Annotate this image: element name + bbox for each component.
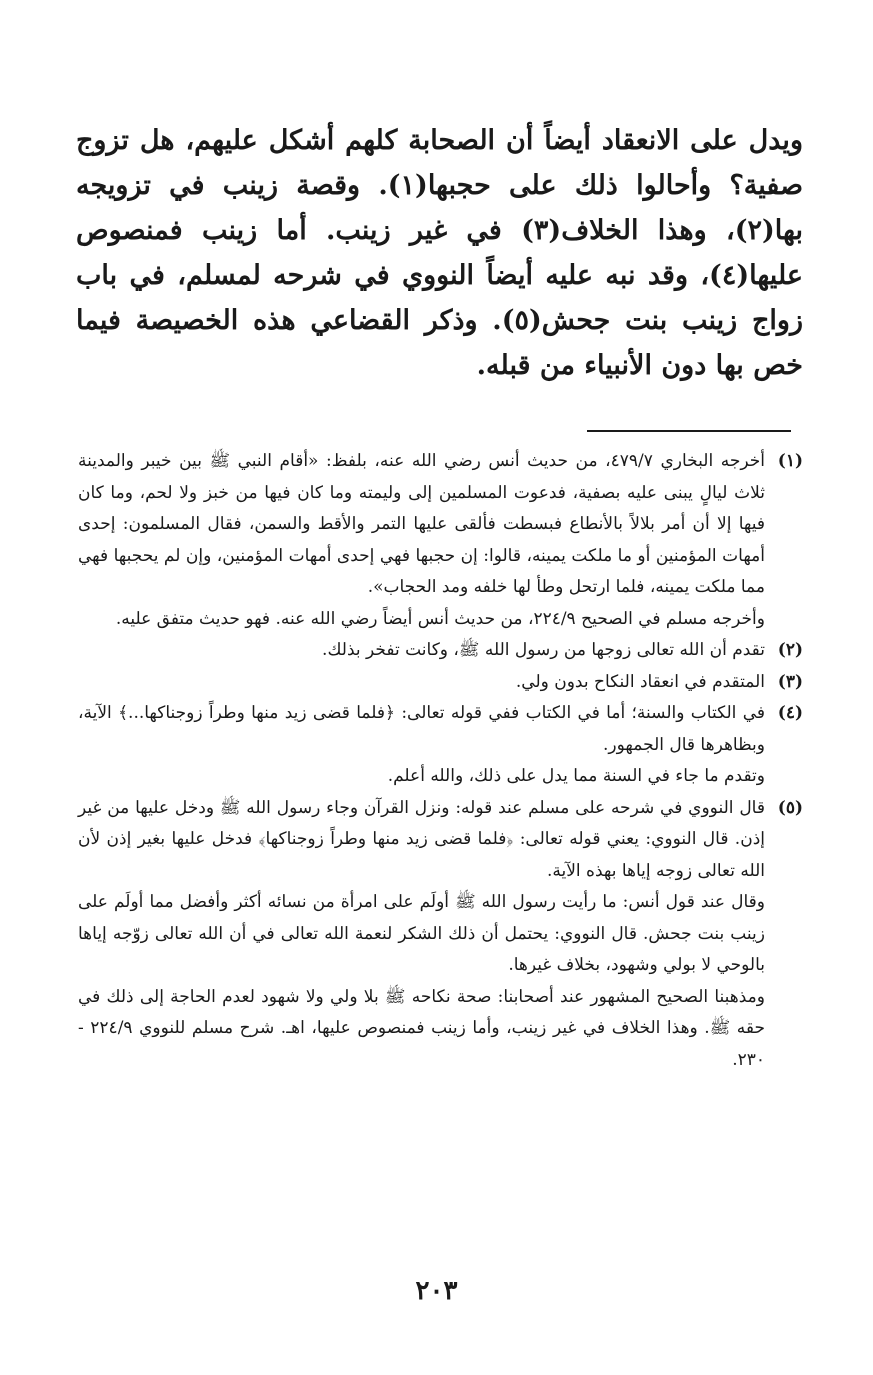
footnote-5 (78, 793, 803, 1077)
footnote-text: وتقدم ما جاء في السنة مما يدل على ذلك، والله أعلم. (387, 766, 765, 786)
footnote-4 (78, 698, 803, 793)
footnote-number: (٢) (777, 640, 803, 660)
page-number: ٢٠٣ (415, 1276, 458, 1306)
footnote-1 (78, 446, 803, 635)
footnote-text: أخرجه البخاري ٤٧٩/٧، من حديث أنس رضي الله عنه، بلفظ: «أقام النبي ﷺ بين خيبر والمدينة ثلاث ليالٍ يبنى عليه بصفية، فدعوت المسلمين إلى وليمته وما كان فيها من خبز ولا لحم، وما كان فيها إلا أن أمر بلالاً بالأنطاع فبسطت فألقى عليها التمر والأقط والسمن، فقال المسلمون: إحدى أمهات المؤمنين أو ما ملكت يمينه، قالوا: إن حجبها فهي إحدى أمهات المؤمنين، وإن لم يحجبها فهي مما ملكت يمينه، فلما ارتحل وطأ لها خلفه ومد الحجاب». (78, 451, 765, 597)
footnote-2 (78, 635, 803, 667)
footnote-text: وقال عند قول أنس: ما رأيت رسول الله ﷺ أولَم على امرأة من نسائه أكثر وأفضل مما أولَم على زينب بنت جحش. قال النووي: يحتمل أن ذلك الشكر لنعمة الله تعالى في أن الله تعالى زوّجه إياها بالوحي لا بولي وشهود، بخلاف غيرها. (78, 892, 765, 975)
footnote-3 (78, 667, 803, 699)
footnote-separator (587, 430, 791, 432)
footnote-text: تقدم أن الله تعالى زوجها من رسول الله ﷺ، وكانت تفخر بذلك. (322, 640, 765, 660)
footnote-text: المتقدم في انعقاد النكاح بدون ولي. (515, 671, 765, 692)
footnote-number: (١) (777, 451, 803, 471)
footnote-text: ومذهبنا الصحيح المشهور عند أصحابنا: صحة نكاحه ﷺ بلا ولي ولا شهود لعدم الحاجة إلى ذلك في حقه ﷺ. وهذا الخلاف في غير زينب، وأما زينب فمنصوص عليها، اهـ. شرح مسلم للنووي ٢٢٤/٩ - ٢٣٠. (78, 986, 765, 1070)
main-text (76, 118, 803, 388)
footnote-number: (٣) (777, 671, 803, 692)
footnote-text: وأخرجه مسلم في الصحيح ٢٢٤/٩، من حديث أنس أيضاً رضي الله عنه. فهو حديث متفق عليه. (115, 608, 765, 629)
footnote-text: قال النووي في شرحه على مسلم عند قوله: ونزل القرآن وجاء رسول الله ﷺ ودخل عليها من غير إذن. قال النووي: يعني قوله تعالى: ﴿فلما قضى زيد منها وطراً زوجناكها﴾ فدخل عليها بغير إذن لأن الله تعالى زوجه إياها بهذه الآية. (78, 797, 765, 881)
footnote-text: في الكتاب والسنة؛ أما في الكتاب ففي قوله تعالى: ﴿فلما قضى زيد منها وطراً زوجناكها...﴾ الآية، وبظاهرها قال الجمهور. (78, 703, 765, 755)
main-paragraph: ويدل على الانعقاد أيضاً أن الصحابة كلهم أشكل عليهم، هل تزوج صفية؟ وأحالوا ذلك على حجبها(١). وقصة زينب في تزويجه بها(٢)، وهذا الخلاف(٣) في غير زينب. أما زينب فمنصوص عليها(٤)، وقد نبه عليه أيضاً النووي في شرحه لمسلم، في باب زواج زينب بنت جحش(٥). وذكر القضاعي هذه الخصيصة فيما خص بها دون الأنبياء من قبله. (76, 125, 804, 381)
footnotes (78, 446, 803, 1076)
footnote-number: (٥) (777, 797, 803, 818)
footnote-number: (٤) (777, 703, 803, 723)
